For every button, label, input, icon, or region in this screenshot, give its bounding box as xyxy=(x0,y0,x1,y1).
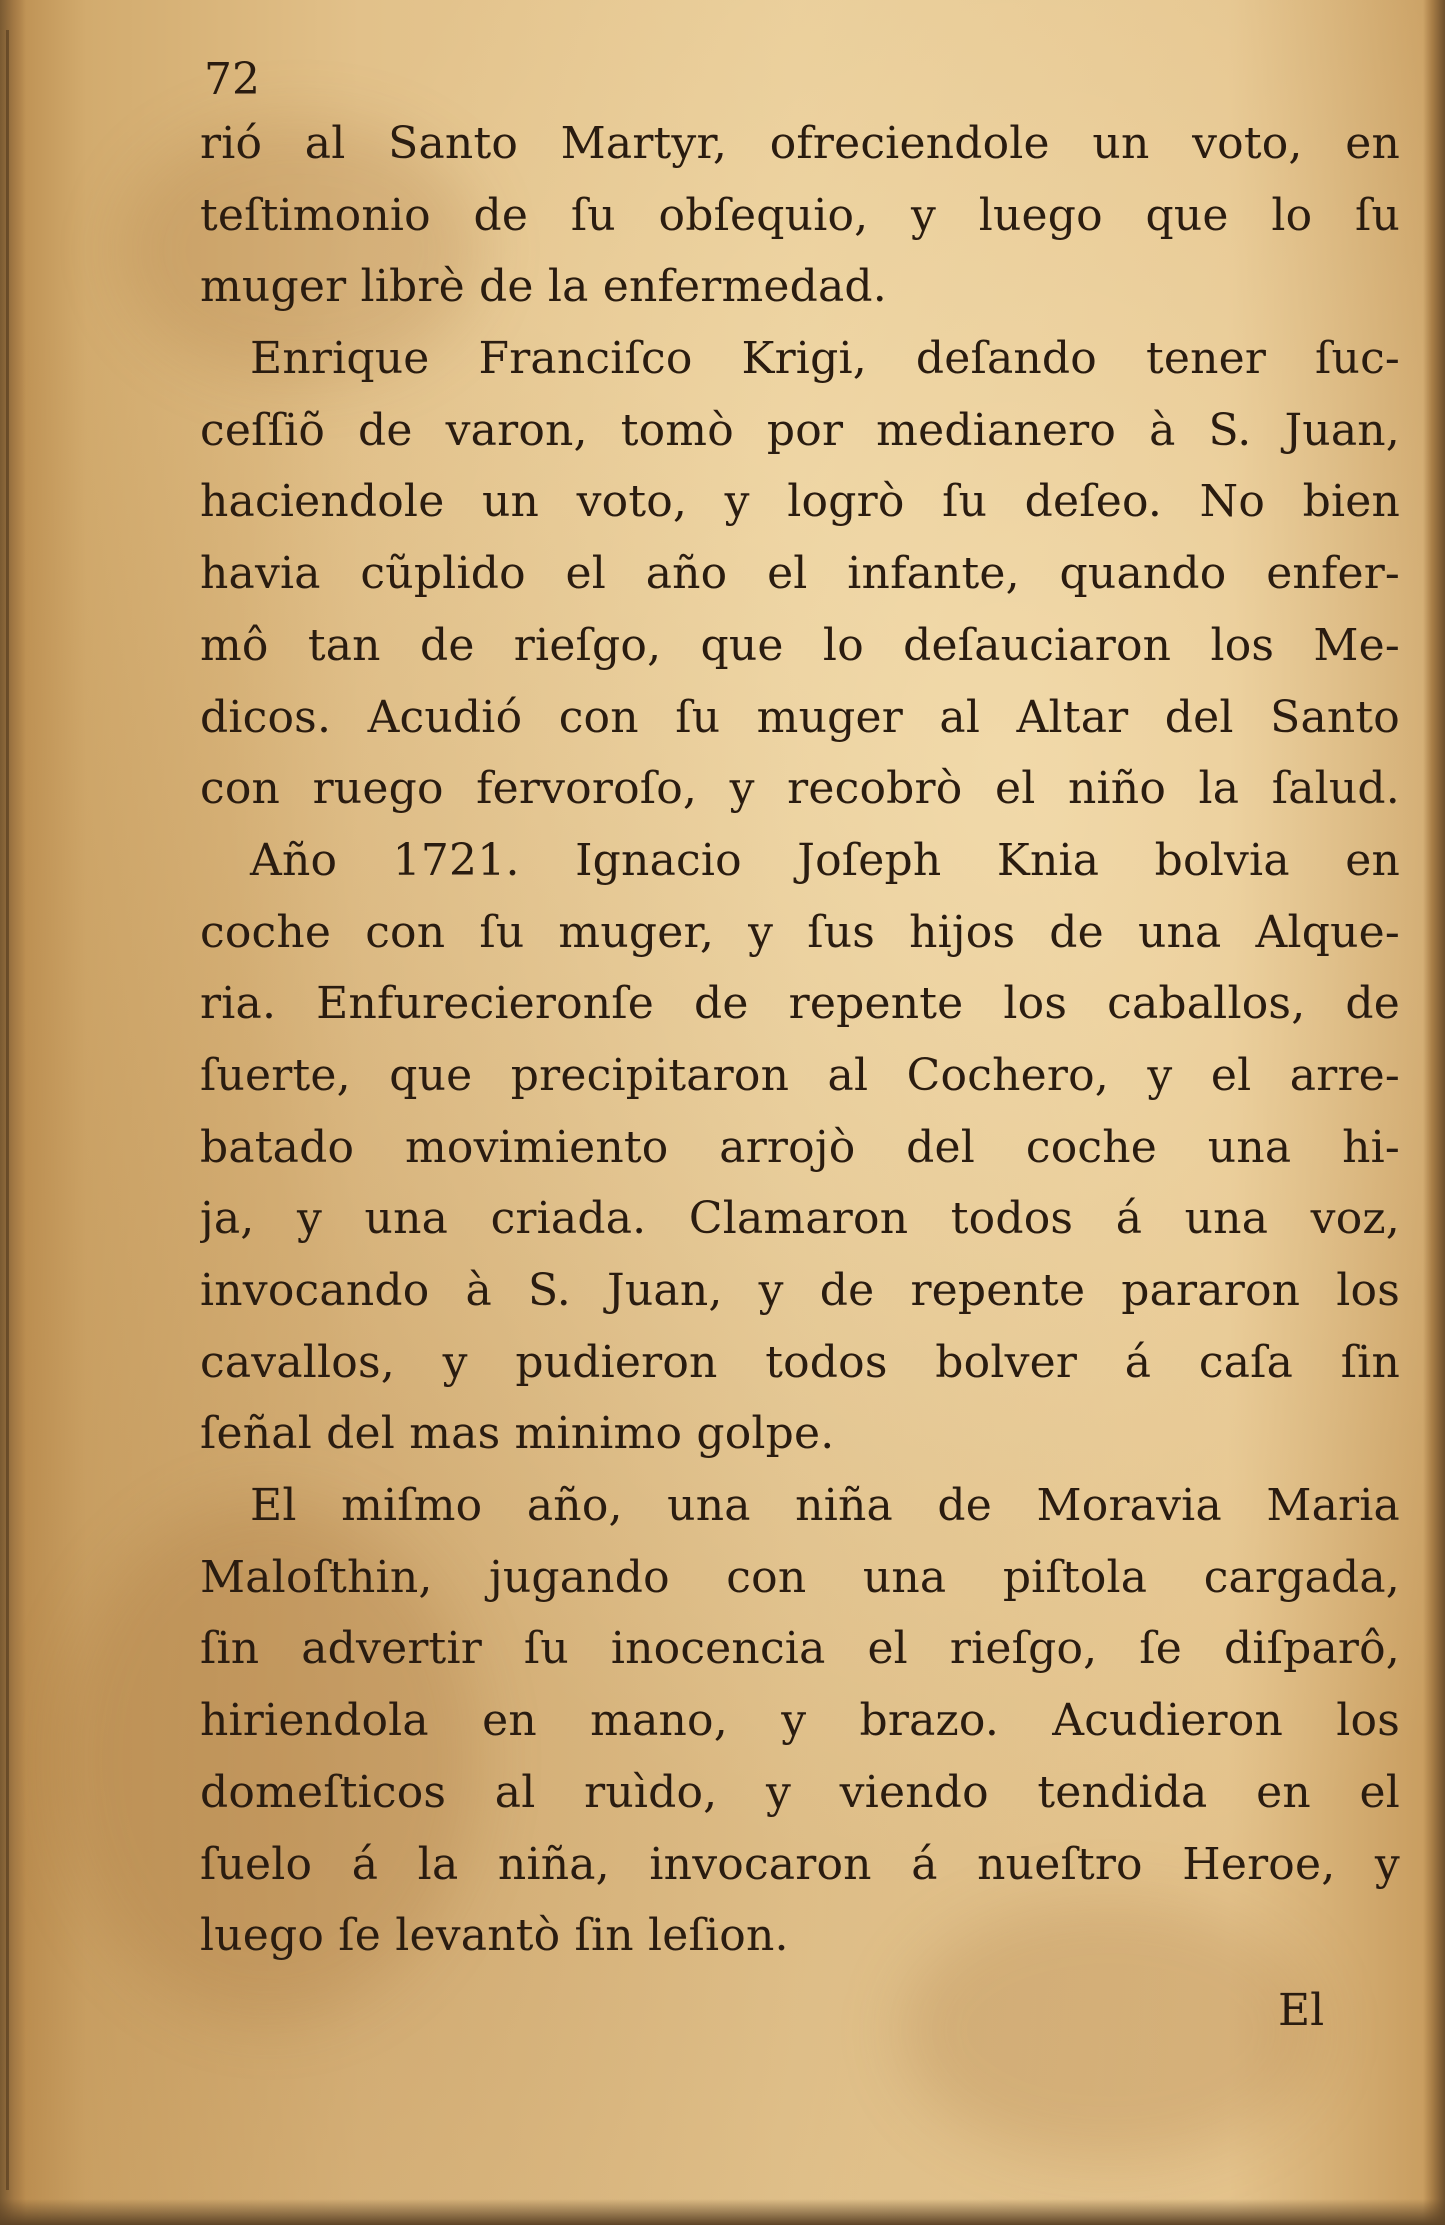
text-line: ceſſiõ de varon, tomò por medianero à S. Juan, xyxy=(200,404,1400,456)
text-line: havia cũplido el año el infante, quando enfer- xyxy=(200,548,1400,600)
text-line: ja, y una criada. Clamaron todos á una voz, xyxy=(200,1193,1400,1245)
text-line: teſtimonio de ſu obſequio, y luego que lo ſu xyxy=(200,189,1400,241)
text-line: Maloſthin, jugando con una piſtola cargada, xyxy=(200,1551,1400,1603)
page-right-edge xyxy=(1423,0,1445,2225)
text-line: Enrique Franciſco Krigi, deſando tener ſuc- xyxy=(250,333,1400,385)
text-line: dicos. Acudió con ſu muger al Altar del Santo xyxy=(200,691,1400,743)
text-line: con ruego fervoroſo, y recobrò el niño la ſalud. xyxy=(200,763,1400,815)
text-line: mô tan de rieſgo, que lo deſauciaron los Me- xyxy=(200,619,1400,671)
page-left-edge-line xyxy=(6,30,9,2190)
text-line: haciendole un voto, y logrò ſu deſeo. No bien xyxy=(200,476,1400,528)
text-line: cavallos, y pudieron todos bolver á caſa ſin xyxy=(200,1336,1400,1388)
text-line: ſuelo á la niña, invocaron á nueſtro Heroe, y xyxy=(200,1838,1400,1890)
text-line: rió al Santo Martyr, ofreciendole un voto, en xyxy=(200,118,1400,169)
text-line: luego ſe levantò ſin leſion. xyxy=(200,1910,789,1962)
text-line: invocando à S. Juan, y de repente pararon los xyxy=(200,1265,1400,1316)
page-number: 72 xyxy=(204,54,260,105)
text-line: Año 1721. Ignacio Joſeph Knia bolvia en xyxy=(250,834,1400,886)
text-line: batado movimiento arrojò del coche una hi- xyxy=(200,1121,1400,1173)
text-line: ſin advertir ſu inocencia el rieſgo, ſe diſparô, xyxy=(200,1623,1400,1675)
text-line: muger librè de la enfermedad. xyxy=(200,261,887,313)
text-line: domeſticos al ruìdo, y viendo tendida en el xyxy=(200,1766,1400,1818)
catchword: El xyxy=(1278,1985,1325,2036)
page-left-edge xyxy=(0,0,26,2225)
page-bottom-edge xyxy=(0,2199,1445,2225)
text-line: coche con ſu muger, y ſus hijos de una Alque- xyxy=(200,906,1400,958)
text-line: ſuerte, que precipitaron al Cochero, y el arre- xyxy=(200,1049,1400,1101)
text-line: El miſmo año, una niña de Moravia Maria xyxy=(250,1480,1400,1532)
text-line: ſeñal del mas minimo golpe. xyxy=(200,1408,835,1460)
text-line: hiriendola en mano, y brazo. Acudieron los xyxy=(200,1695,1400,1747)
body-text xyxy=(200,108,1400,1972)
text-line: ria. Enfurecieronſe de repente los caballos, de xyxy=(200,978,1400,1030)
